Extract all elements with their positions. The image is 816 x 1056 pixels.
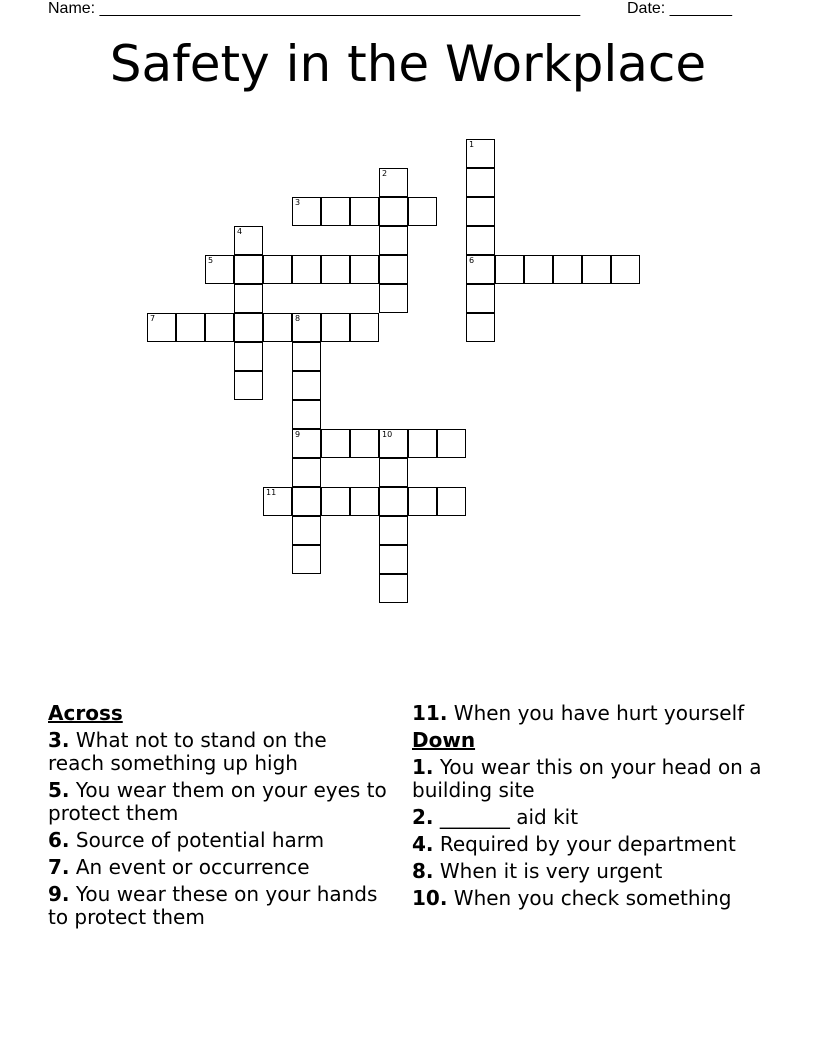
across-heading: Across bbox=[48, 701, 123, 725]
grid-cell[interactable] bbox=[292, 516, 321, 545]
clue-down-4 bbox=[412, 833, 772, 856]
clue-text: What not to stand on the reach something up high bbox=[48, 728, 327, 775]
grid-cell[interactable] bbox=[408, 429, 437, 458]
clue-number: 3. bbox=[48, 728, 70, 752]
clue-down-2 bbox=[412, 806, 772, 829]
grid-cell[interactable] bbox=[379, 458, 408, 487]
name-field-label: Name: ______________________________________________________ bbox=[48, 0, 581, 17]
grid-cell[interactable] bbox=[379, 284, 408, 313]
grid-cell[interactable] bbox=[263, 313, 292, 342]
clue-across-3 bbox=[48, 729, 388, 775]
grid-cell[interactable] bbox=[466, 255, 495, 284]
grid-cell[interactable] bbox=[466, 284, 495, 313]
clues-column-left bbox=[48, 702, 388, 933]
grid-cell[interactable] bbox=[263, 255, 292, 284]
grid-cell[interactable] bbox=[379, 545, 408, 574]
grid-cell[interactable] bbox=[205, 255, 234, 284]
grid-cell[interactable] bbox=[379, 516, 408, 545]
cell-number: 8 bbox=[295, 314, 301, 323]
clue-number: 4. bbox=[412, 832, 434, 856]
clue-number: 5. bbox=[48, 778, 70, 802]
clue-across-5 bbox=[48, 779, 388, 825]
grid-cell[interactable] bbox=[495, 255, 524, 284]
cell-number: 5 bbox=[208, 256, 214, 265]
clue-number: 10. bbox=[412, 886, 448, 910]
grid-cell[interactable] bbox=[582, 255, 611, 284]
cell-number: 1 bbox=[469, 140, 475, 149]
grid-cell[interactable] bbox=[379, 168, 408, 197]
grid-cell[interactable] bbox=[466, 197, 495, 226]
grid-cell[interactable] bbox=[350, 487, 379, 516]
clue-number: 1. bbox=[412, 755, 434, 779]
clue-number: 7. bbox=[48, 855, 70, 879]
grid-cell[interactable] bbox=[234, 342, 263, 371]
clues-column-right bbox=[412, 702, 772, 914]
down-heading: Down bbox=[412, 728, 476, 752]
clue-across-11 bbox=[412, 702, 772, 725]
clue-text: Required by your department bbox=[433, 832, 736, 856]
clue-text: _______ aid kit bbox=[433, 805, 579, 829]
cell-number: 4 bbox=[237, 227, 243, 236]
grid-cell[interactable] bbox=[321, 429, 350, 458]
grid-cell[interactable] bbox=[292, 197, 321, 226]
grid-cell[interactable] bbox=[234, 255, 263, 284]
grid-cell[interactable] bbox=[292, 545, 321, 574]
grid-cell[interactable] bbox=[408, 197, 437, 226]
grid-cell[interactable] bbox=[292, 487, 321, 516]
page-title: Safety in the Workplace bbox=[109, 35, 707, 93]
grid-cell[interactable] bbox=[292, 255, 321, 284]
grid-cell[interactable] bbox=[350, 197, 379, 226]
clue-number: 11. bbox=[412, 701, 448, 725]
clue-number: 8. bbox=[412, 859, 434, 883]
cell-number: 6 bbox=[469, 256, 475, 265]
clue-text: When you check something bbox=[447, 886, 732, 910]
grid-cell[interactable] bbox=[234, 284, 263, 313]
grid-cell[interactable] bbox=[379, 487, 408, 516]
grid-cell[interactable] bbox=[466, 168, 495, 197]
clue-down-1 bbox=[412, 756, 772, 802]
grid-cell[interactable] bbox=[234, 313, 263, 342]
grid-cell[interactable] bbox=[292, 429, 321, 458]
clue-text: When you have hurt yourself bbox=[447, 701, 745, 725]
grid-cell[interactable] bbox=[292, 371, 321, 400]
cell-number: 7 bbox=[150, 314, 156, 323]
date-field-label: Date: _______ bbox=[627, 0, 732, 17]
grid-cell[interactable] bbox=[292, 458, 321, 487]
clue-text: You wear these on your hands to protect them bbox=[48, 882, 378, 929]
grid-cell[interactable] bbox=[379, 255, 408, 284]
cell-number: 11 bbox=[266, 488, 277, 497]
grid-cell[interactable] bbox=[234, 371, 263, 400]
grid-cell[interactable] bbox=[321, 197, 350, 226]
clue-text: An event or occurrence bbox=[69, 855, 310, 879]
grid-cell[interactable] bbox=[408, 487, 437, 516]
grid-cell[interactable] bbox=[379, 574, 408, 603]
grid-cell[interactable] bbox=[292, 342, 321, 371]
cell-number: 2 bbox=[382, 169, 388, 178]
clue-across-9 bbox=[48, 883, 388, 929]
grid-cell[interactable] bbox=[466, 139, 495, 168]
grid-cell[interactable] bbox=[263, 487, 292, 516]
cell-number: 10 bbox=[382, 430, 393, 439]
grid-cell[interactable] bbox=[379, 429, 408, 458]
clue-across-7 bbox=[48, 856, 388, 879]
clue-text: You wear them on your eyes to protect them bbox=[48, 778, 387, 825]
grid-cell[interactable] bbox=[437, 429, 466, 458]
grid-cell[interactable] bbox=[437, 487, 466, 516]
grid-cell[interactable] bbox=[466, 226, 495, 255]
grid-cell[interactable] bbox=[611, 255, 640, 284]
grid-cell[interactable] bbox=[176, 313, 205, 342]
cell-number: 9 bbox=[295, 430, 301, 439]
clue-across-6 bbox=[48, 829, 388, 852]
cell-number: 3 bbox=[295, 198, 301, 207]
grid-cell[interactable] bbox=[321, 313, 350, 342]
grid-cell[interactable] bbox=[321, 487, 350, 516]
grid-cell[interactable] bbox=[205, 313, 234, 342]
clue-down-8 bbox=[412, 860, 772, 883]
grid-cell[interactable] bbox=[321, 255, 350, 284]
clue-text: You wear this on your head on a building site bbox=[412, 755, 762, 802]
clue-text: When it is very urgent bbox=[433, 859, 663, 883]
clue-down-10 bbox=[412, 887, 772, 910]
grid-cell[interactable] bbox=[466, 313, 495, 342]
clue-number: 6. bbox=[48, 828, 70, 852]
clue-number: 9. bbox=[48, 882, 70, 906]
grid-cell[interactable] bbox=[292, 400, 321, 429]
clue-text: Source of potential harm bbox=[69, 828, 325, 852]
grid-cell[interactable] bbox=[379, 226, 408, 255]
grid-cell[interactable] bbox=[147, 313, 176, 342]
grid-cell[interactable] bbox=[553, 255, 582, 284]
clue-number: 2. bbox=[412, 805, 434, 829]
grid-cell[interactable] bbox=[524, 255, 553, 284]
grid-cell[interactable] bbox=[234, 226, 263, 255]
grid-cell[interactable] bbox=[379, 197, 408, 226]
grid-cell[interactable] bbox=[292, 313, 321, 342]
grid-cell[interactable] bbox=[350, 255, 379, 284]
grid-cell[interactable] bbox=[350, 429, 379, 458]
grid-cell[interactable] bbox=[350, 313, 379, 342]
